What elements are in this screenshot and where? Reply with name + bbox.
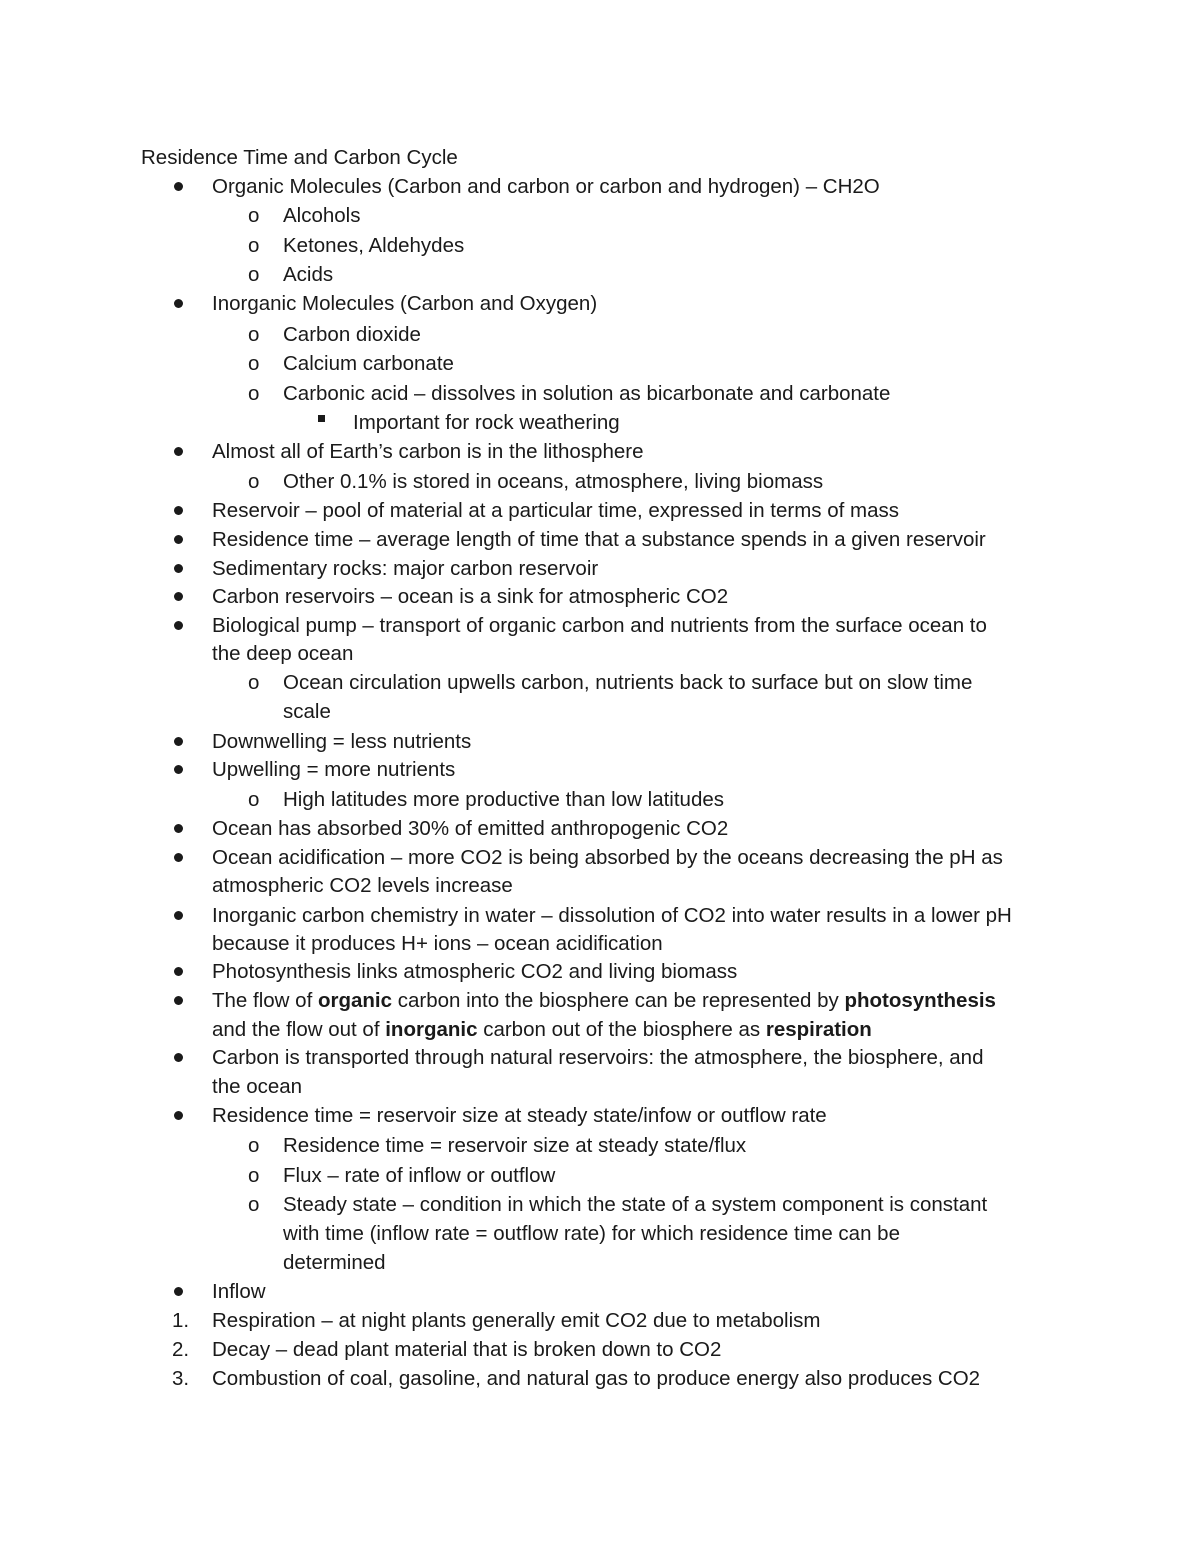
sub-bullet-icon: o <box>248 323 260 346</box>
bullet-icon <box>174 182 183 191</box>
bullet-icon <box>174 1053 183 1062</box>
bullet-icon <box>174 535 183 544</box>
sub-bullet-icon: o <box>248 382 260 405</box>
list-item: Carbon is transported through natural reservoirs: the atmosphere, the biosphere, and <box>212 1046 984 1069</box>
list-number: 3. <box>172 1367 190 1390</box>
list-item: High latitudes more productive than low latitudes <box>283 788 724 811</box>
list-item: Carbon reservoirs – ocean is a sink for atmospheric CO2 <box>212 585 729 608</box>
list-item: Residence time = reservoir size at steady state/infow or outflow rate <box>212 1104 827 1127</box>
text-run: carbon out of the biosphere as <box>477 1018 766 1041</box>
sub-bullet-icon: o <box>248 788 260 811</box>
bullet-icon <box>174 824 183 833</box>
numbered-item: Decay – dead plant material that is broken down to CO2 <box>212 1338 722 1361</box>
sub-bullet-icon: o <box>248 470 260 493</box>
text-run: carbon into the biosphere can be represented by <box>392 989 845 1012</box>
list-item: Calcium carbonate <box>283 352 454 375</box>
numbered-item: Respiration – at night plants generally emit CO2 due to metabolism <box>212 1309 821 1332</box>
bullet-icon <box>174 996 183 1005</box>
list-item: Ocean circulation upwells carbon, nutrients back to surface but on slow time <box>283 671 973 694</box>
list-item-continuation: determined <box>283 1251 386 1274</box>
sub-bullet-icon: o <box>248 1134 260 1157</box>
list-item: Sedimentary rocks: major carbon reservoir <box>212 557 599 580</box>
list-item-continuation: the ocean <box>212 1075 303 1098</box>
list-number: 1. <box>172 1309 190 1332</box>
list-item-continuation: because it produces H+ ions – ocean acidification <box>212 932 663 955</box>
sub-bullet-icon: o <box>248 671 260 694</box>
list-item: Ocean has absorbed 30% of emitted anthropogenic CO2 <box>212 817 729 840</box>
list-item: Organic Molecules (Carbon and carbon or carbon and hydrogen) – CH2O <box>212 175 880 198</box>
bullet-icon <box>174 853 183 862</box>
list-item-continuation: atmospheric CO2 levels increase <box>212 874 513 897</box>
list-item <box>212 986 996 1015</box>
numbered-item: Combustion of coal, gasoline, and natural gas to produce energy also produces CO2 <box>212 1367 981 1390</box>
bullet-icon <box>174 621 183 630</box>
list-item: Biological pump – transport of organic carbon and nutrients from the surface ocean to <box>212 614 987 637</box>
text-run: The flow of <box>212 989 318 1012</box>
bold-term: photosynthesis <box>844 989 996 1012</box>
list-item: Almost all of Earth’s carbon is in the lithosphere <box>212 440 644 463</box>
bullet-icon <box>174 967 183 976</box>
list-item: Other 0.1% is stored in oceans, atmosphere, living biomass <box>283 470 824 493</box>
list-item: Downwelling = less nutrients <box>212 730 472 753</box>
bullet-icon <box>174 564 183 573</box>
sub-bullet-icon: o <box>248 234 260 257</box>
list-item-continuation: scale <box>283 700 331 723</box>
list-item: Upwelling = more nutrients <box>212 758 456 781</box>
text-run: and the flow out of <box>212 1018 386 1041</box>
list-item: Carbon dioxide <box>283 323 421 346</box>
bullet-icon <box>174 592 183 601</box>
bullet-icon <box>174 299 183 308</box>
list-item: Alcohols <box>283 204 361 227</box>
bold-term: inorganic <box>385 1018 478 1041</box>
list-item: Residence time = reservoir size at steady state/flux <box>283 1134 747 1157</box>
sub-bullet-icon: o <box>248 1193 260 1216</box>
list-item-continuation: the deep ocean <box>212 642 354 665</box>
bold-term: respiration <box>765 1018 872 1041</box>
list-item: Carbonic acid – dissolves in solution as bicarbonate and carbonate <box>283 382 891 405</box>
bold-term: organic <box>317 989 393 1012</box>
list-item: Ocean acidification – more CO2 is being absorbed by the oceans decreasing the pH as <box>212 846 1003 869</box>
bullet-icon <box>174 737 183 746</box>
list-item: Flux – rate of inflow or outflow <box>283 1164 556 1187</box>
bullet-icon <box>174 1287 183 1296</box>
sub-bullet-icon: o <box>248 1164 260 1187</box>
list-item: Ketones, Aldehydes <box>283 234 465 257</box>
bullet-icon <box>174 447 183 456</box>
bullet-icon <box>174 765 183 774</box>
list-item-continuation: with time (inflow rate = outflow rate) for which residence time can be <box>283 1222 900 1245</box>
list-item: Inorganic carbon chemistry in water – dissolution of CO2 into water results in a lower pH <box>212 904 1012 927</box>
list-item: Reservoir – pool of material at a particular time, expressed in terms of mass <box>212 499 900 522</box>
bullet-icon <box>174 1111 183 1120</box>
bullet-icon <box>174 911 183 920</box>
sub-bullet-icon: o <box>248 204 260 227</box>
list-item-continuation <box>212 1015 872 1044</box>
bullet-icon <box>174 506 183 515</box>
list-item: Steady state – condition in which the state of a system component is constant <box>283 1193 988 1216</box>
square-bullet-icon <box>318 415 325 422</box>
list-item: Acids <box>283 263 334 286</box>
sub-bullet-icon: o <box>248 263 260 286</box>
list-item: Photosynthesis links atmospheric CO2 and living biomass <box>212 960 738 983</box>
list-item: Inorganic Molecules (Carbon and Oxygen) <box>212 292 598 315</box>
list-item: Residence time – average length of time that a substance spends in a given reservoir <box>212 528 986 551</box>
list-item: Important for rock weathering <box>353 411 620 434</box>
list-item: Inflow <box>212 1280 266 1303</box>
list-number: 2. <box>172 1338 190 1361</box>
sub-bullet-icon: o <box>248 352 260 375</box>
document-title: Residence Time and Carbon Cycle <box>141 146 458 169</box>
